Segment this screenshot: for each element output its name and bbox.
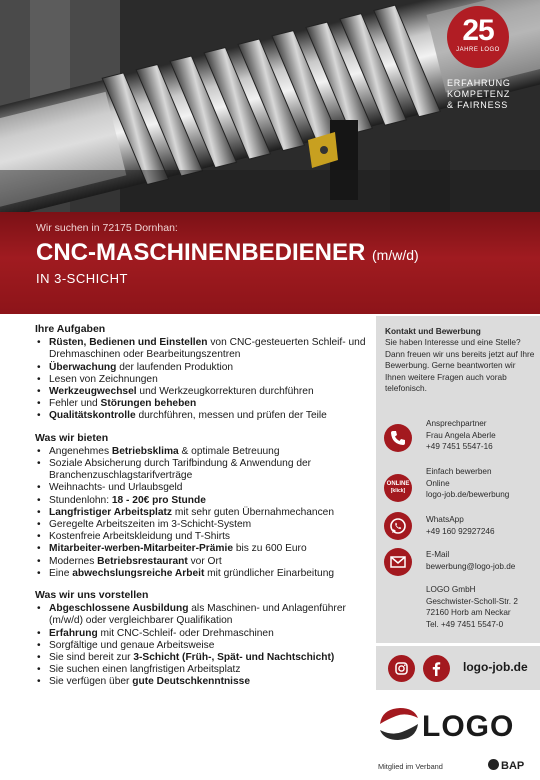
location-line: Wir suchen in 72175 Dornhan: (36, 222, 178, 234)
bullet-item (35, 664, 370, 676)
bullet-item (35, 507, 370, 519)
bullet-text: von CNC-gesteuerten Schleif- und Drehmaschinen oder Bearbeitungszentren (49, 337, 366, 361)
bullet-item (35, 410, 370, 422)
slogan-line: KOMPETENZ (447, 89, 511, 99)
contact-phone (426, 418, 538, 453)
bullet-item (35, 458, 370, 482)
bullet-text: mit CNC-Schleif- oder Drehmaschinen (97, 627, 274, 639)
bullet-item (35, 482, 370, 494)
bullet-text: Geregelte Arbeitszeiten im 3-Schicht-System (49, 519, 252, 531)
bullet-item (35, 446, 370, 458)
email-address[interactable]: bewerbung@logo-job.de (426, 561, 516, 571)
bullet-item (35, 362, 370, 374)
bullet-text: Sorgfältige und genaue Arbeitsweise (49, 639, 215, 651)
contact-sidebar (376, 316, 540, 643)
job-title-text: CNC-MASCHINENBEDIENER (36, 239, 366, 266)
shift-subtitle: IN 3-SCHICHT (36, 271, 128, 286)
badge-subtitle: JAHRE LOGO (456, 47, 500, 53)
bullet-list (35, 603, 370, 688)
section-aufgaben (35, 323, 370, 423)
section-title: Ihre Aufgaben (35, 323, 106, 335)
bullet-text: bis zu 600 Euro (233, 543, 307, 555)
bullet-text: Lesen von Zeichnungen (49, 373, 158, 385)
bullet-text: Sie suchen einen langfristigen Arbeitsplatz (49, 664, 241, 676)
bullet-item (35, 337, 370, 361)
bullet-text: mit sehr guten Übernahmechancen (172, 506, 334, 518)
bullet-item (35, 398, 370, 410)
job-description (35, 323, 370, 698)
bullet-emphasis: 3-Schicht (Früh-, Spät- und Nachtschicht) (133, 652, 335, 664)
bullet-text: & optimale Betreuung (178, 445, 280, 457)
badge-number: 25 (462, 14, 494, 47)
bullet-list (35, 446, 370, 580)
bullet-text: Sie verfügen über (49, 676, 133, 688)
bullet-text: Fehler und (49, 398, 101, 410)
bullet-text: mit gründlicher Einarbeitung (204, 567, 335, 579)
anniversary-badge (447, 6, 509, 68)
bullet-item (35, 640, 370, 652)
bullet-emphasis: 18 - 20€ pro Stunde (111, 494, 206, 506)
bullet-emphasis: gute Deutschkenntnisse (132, 676, 251, 688)
section-vorstellen (35, 589, 370, 689)
bullet-emphasis: Erfahrung (49, 627, 98, 639)
bap-icon (488, 759, 499, 770)
bullet-item (35, 519, 370, 531)
company-address (426, 584, 518, 630)
bullet-item (35, 568, 370, 580)
bullet-text: Angenehmes (49, 445, 112, 457)
company-name: LOGO GmbH (426, 585, 476, 594)
online-icon-text (384, 481, 412, 495)
bullet-text: durchführen, messen und prüfen der Teile (135, 410, 327, 422)
bullet-text: Soziale Absicherung durch Tarifbindung & Anwendung der Branchenzuschlagstarifverträge (49, 458, 312, 482)
bullet-item (35, 603, 370, 627)
bullet-text: als Maschinen- und Anlagenführer (m/w/d) oder vergleichbarer Qualifikation (49, 603, 346, 627)
online-badge-sub: [klick] (390, 488, 406, 494)
bullet-emphasis: abwechslungsreiche Arbeit (72, 567, 205, 579)
bullet-item (35, 543, 370, 555)
address-city: 72160 Horb am Neckar (426, 608, 511, 618)
phone-icon[interactable] (384, 424, 412, 452)
contact-label: E-Mail (426, 550, 450, 559)
bullet-text: Sie sind bereit zur (49, 652, 134, 664)
bullet-emphasis: Störungen beheben (100, 398, 197, 410)
bap-text: BAP (501, 760, 525, 772)
logo-text: LOGO (422, 710, 515, 743)
slogan-line: & FAIRNESS (447, 100, 509, 110)
bullet-item (35, 652, 370, 664)
bullet-text: Stundenlohn: (49, 494, 112, 506)
bullet-emphasis: Langfristiger Arbeitsplatz (49, 506, 173, 518)
company-phone[interactable]: Tel. +49 7451 5547-0 (426, 619, 504, 629)
bullet-emphasis: Betriebsklima (111, 445, 179, 457)
bullet-text: der laufenden Produktion (116, 361, 234, 373)
bullet-emphasis: Überwachung (49, 361, 117, 373)
bullet-emphasis: Qualitätskontrolle (49, 410, 136, 422)
contact-online (426, 466, 538, 501)
contact-intro (385, 326, 535, 394)
bullet-emphasis: Rüsten, Bedienen und Einstellen (49, 337, 208, 349)
bullet-text: vor Ort (187, 555, 222, 567)
contact-label: Einfach bewerben (426, 467, 492, 476)
social-bar (376, 646, 540, 690)
bullet-item (35, 556, 370, 568)
contact-phone-number[interactable]: +49 7451 5547-16 (426, 442, 493, 452)
job-title (36, 239, 419, 267)
contact-label: Online (426, 478, 450, 488)
online-badge-main: ONLINE (386, 481, 410, 487)
contact-label: WhatsApp (426, 515, 464, 524)
bullet-emphasis: Abgeschlossene Ausbildung (49, 603, 189, 615)
slogan (447, 78, 537, 111)
whatsapp-number[interactable]: +49 160 92927246 (426, 526, 495, 536)
section-title: Was wir bieten (35, 431, 109, 444)
contact-email (426, 549, 538, 572)
bullet-emphasis: Werkzeugwechsel (49, 386, 137, 398)
bullet-list (35, 337, 370, 422)
contact-intro-title: Kontakt und Bewerbung (385, 326, 481, 336)
bullet-emphasis: Betriebsrestaurant (97, 555, 188, 567)
logo-mark-icon (376, 704, 422, 744)
title-band (0, 212, 540, 314)
bullet-item (35, 386, 370, 398)
bullet-text: Modernes (49, 555, 98, 567)
contact-whatsapp (426, 514, 538, 537)
contact-person: Frau Angela Aberle (426, 430, 496, 440)
online-link[interactable]: logo-job.de/bewerbung (426, 490, 510, 500)
bullet-item (35, 495, 370, 507)
bullet-item (35, 628, 370, 640)
bullet-text: Eine (49, 567, 73, 579)
website-link[interactable]: logo-job.de (463, 660, 528, 674)
company-logo (376, 704, 536, 746)
contact-label: Ansprechpartner (426, 419, 487, 428)
bullet-emphasis: Mitarbeiter-werben-Mitarbeiter-Prämie (49, 543, 233, 555)
hero-image (0, 0, 540, 212)
job-title-suffix: (m/w/d) (372, 247, 419, 263)
section-title: Was wir uns vorstellen (35, 589, 149, 602)
bullet-text: Weihnachts- und Urlaubsgeld (49, 482, 183, 494)
whatsapp-icon[interactable] (384, 512, 412, 540)
facebook-icon[interactable] (423, 655, 450, 682)
bullet-item (35, 676, 370, 688)
slogan-line: ERFAHRUNG (447, 78, 511, 88)
email-icon[interactable] (384, 548, 412, 576)
contact-intro-text: Sie haben Interesse und eine Stelle? Dann freuen wir uns bereits jetzt auf Ihre Bewerbung. Gerne beantworten wir Ihnen weitere Fragen auch vorab telefonisch. (385, 337, 535, 394)
instagram-icon[interactable] (388, 655, 415, 682)
address-street: Geschwister-Scholl-Str. 2 (426, 596, 518, 606)
bullet-text: Kostenfreie Arbeitskleidung und T-Shirts (49, 531, 231, 543)
bullet-item (35, 374, 370, 386)
online-icon[interactable] (384, 474, 412, 502)
bullet-text: und Werkzeugkorrekturen durchführen (136, 386, 314, 398)
section-bieten (35, 432, 370, 580)
bap-logo (488, 759, 524, 772)
bullet-item (35, 531, 370, 543)
member-note: Mitglied im Verband (378, 762, 443, 771)
